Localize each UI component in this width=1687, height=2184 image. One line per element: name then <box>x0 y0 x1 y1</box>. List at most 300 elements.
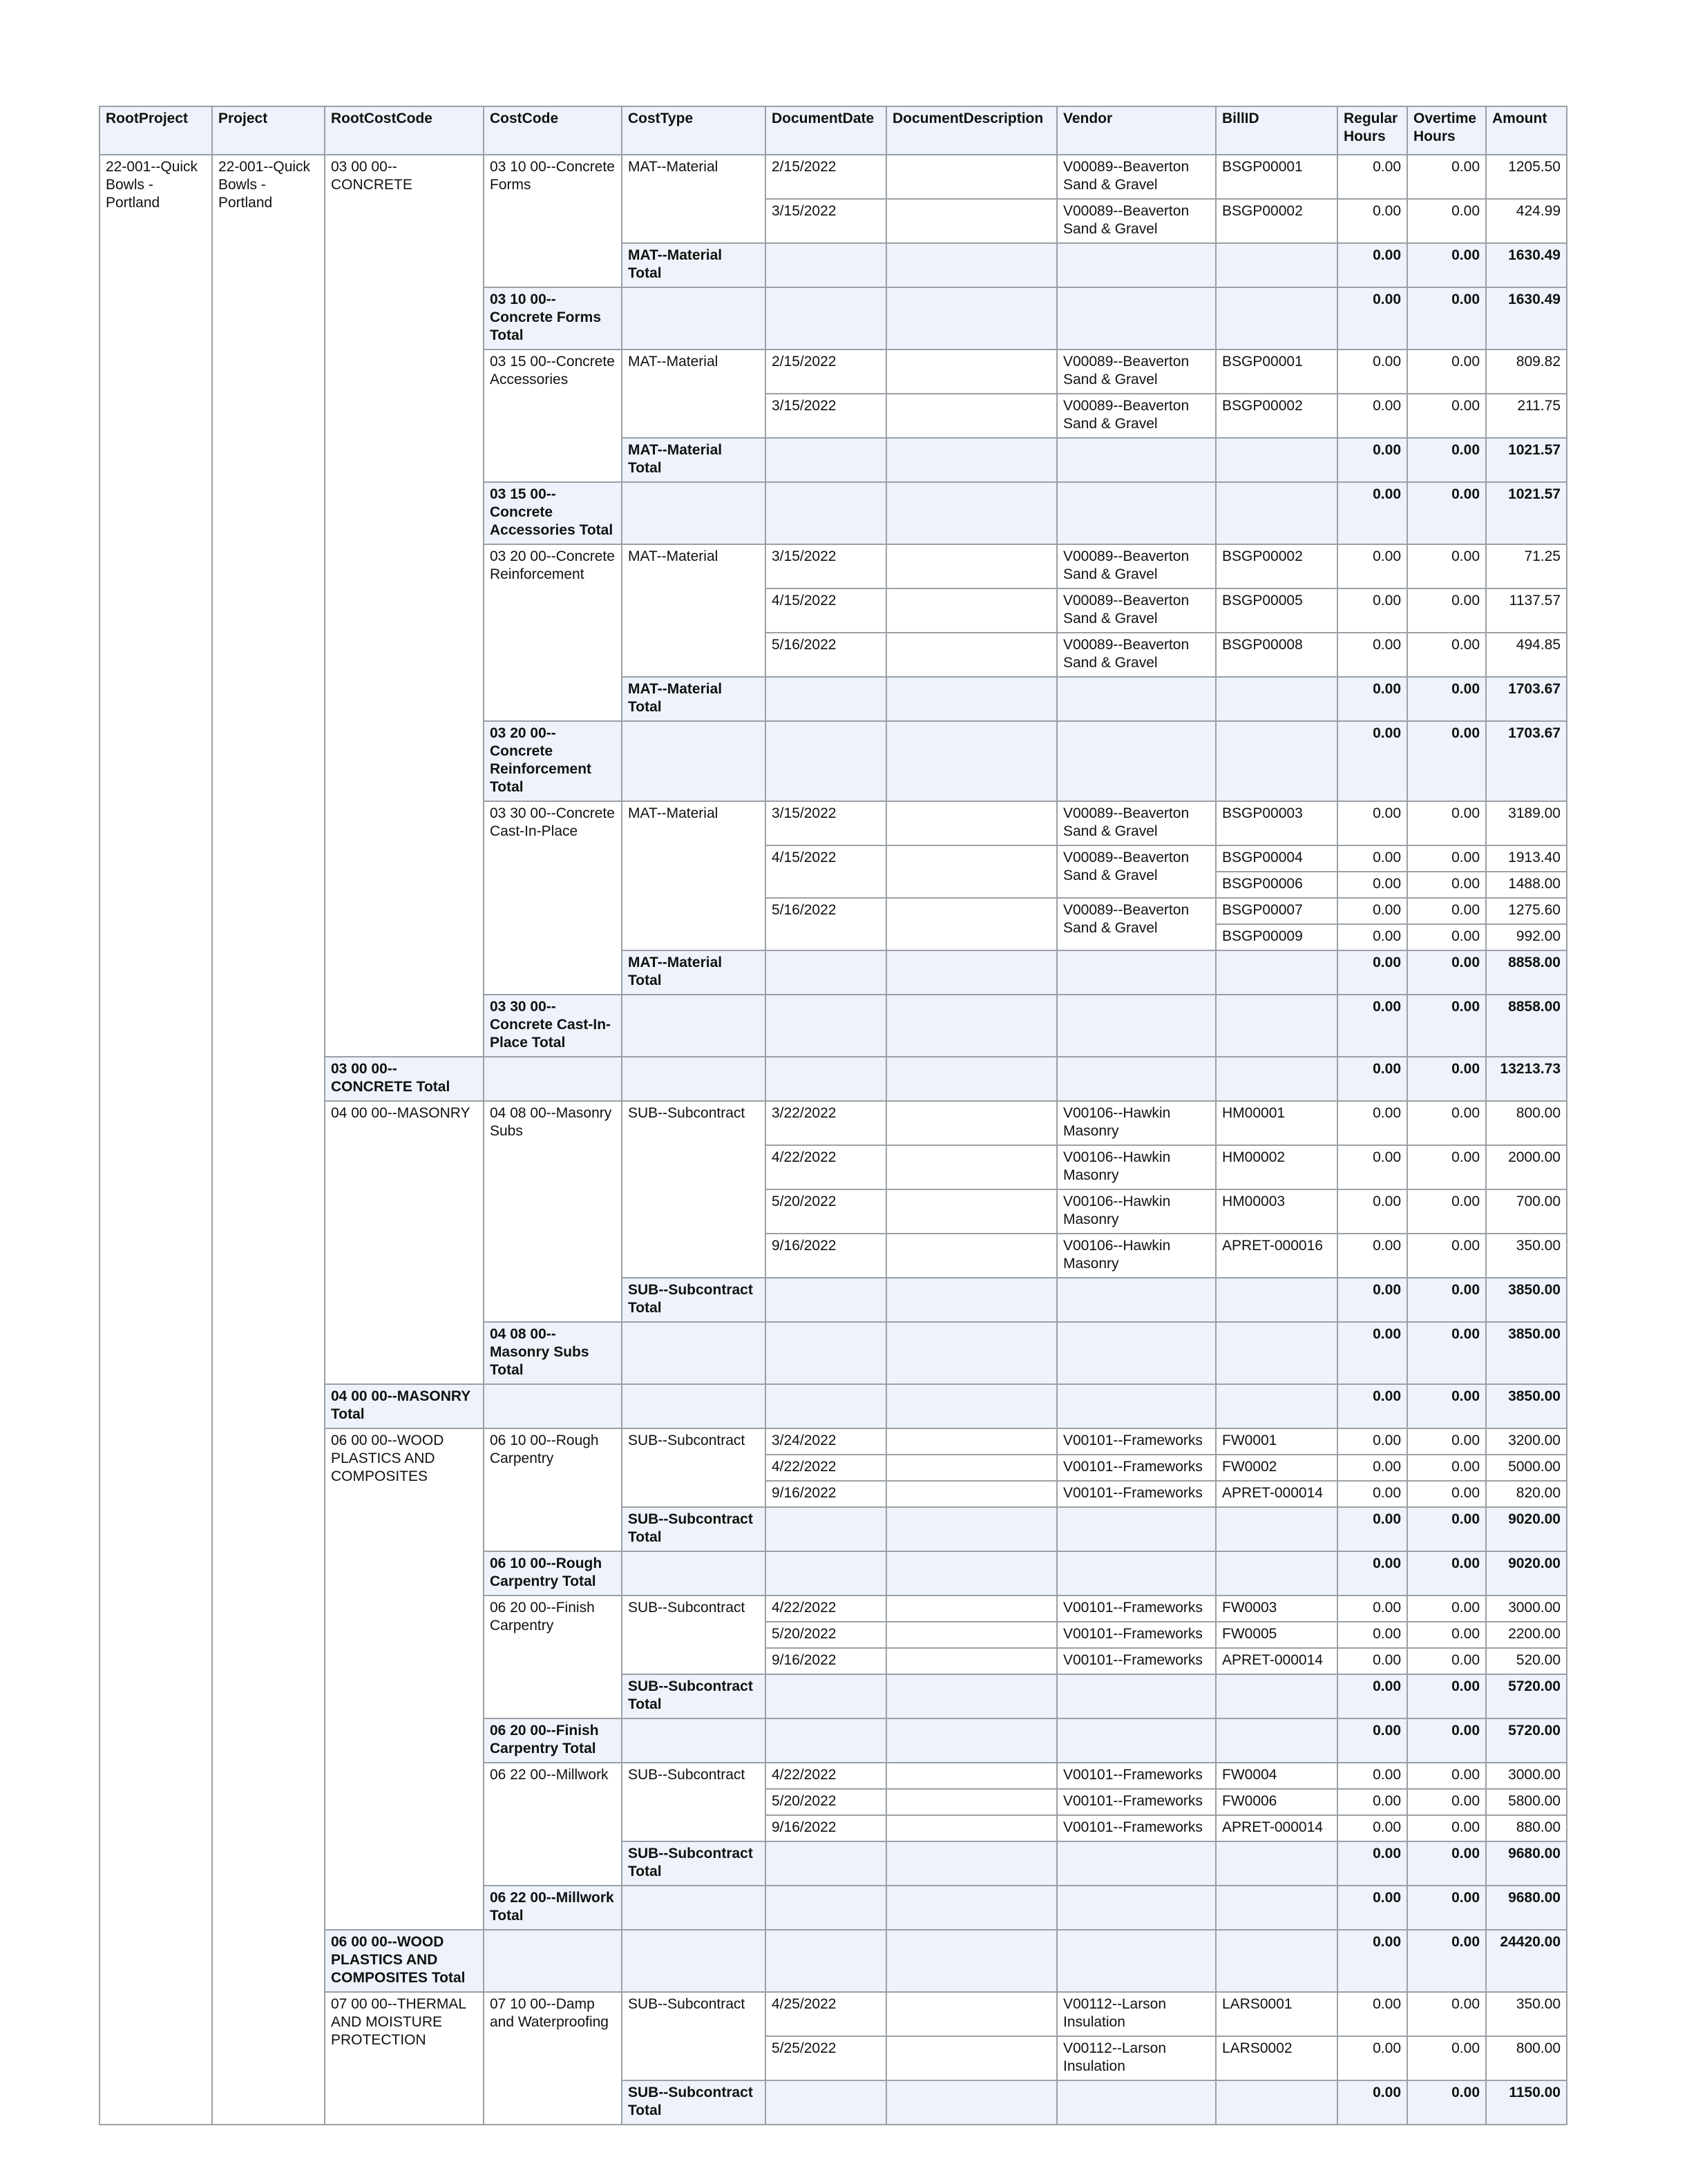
document-description-cell <box>886 633 1057 677</box>
regular-hours-cell: 0.00 <box>1337 1189 1407 1234</box>
document-date-cell: 4/25/2022 <box>765 1992 886 2036</box>
document-description-cell <box>886 1622 1057 1648</box>
overtime-hours-total: 0.00 <box>1407 1930 1486 1992</box>
empty-cell <box>1057 438 1216 482</box>
vendor-cell: V00089--Beaverton Sand & Gravel <box>1057 155 1216 199</box>
amount-cell: 3000.00 <box>1486 1763 1567 1789</box>
overtime-hours-total: 0.00 <box>1407 1322 1486 1384</box>
regular-hours-cell: 0.00 <box>1337 633 1407 677</box>
cost-code-total-label: 06 10 00--Rough Carpentry Total <box>484 1551 622 1596</box>
root-cost-code-cell: 06 00 00--WOOD PLASTICS AND COMPOSITES <box>325 1428 484 1930</box>
vendor-cell: V00101--Frameworks <box>1057 1763 1216 1789</box>
regular-hours-cell: 0.00 <box>1337 872 1407 898</box>
cost-code-cell: 06 10 00--Rough Carpentry <box>484 1428 622 1551</box>
empty-cell <box>886 1718 1057 1763</box>
empty-cell <box>1057 1551 1216 1596</box>
document-date-cell: 5/16/2022 <box>765 633 886 677</box>
bill-id-cell: HM00002 <box>1216 1145 1337 1189</box>
empty-cell <box>1057 1384 1216 1428</box>
amount-total: 1703.67 <box>1486 721 1567 801</box>
regular-hours-total: 0.00 <box>1337 287 1407 349</box>
amount-total: 1703.67 <box>1486 677 1567 721</box>
document-date-cell: 2/15/2022 <box>765 155 886 199</box>
vendor-cell: V00106--Hawkin Masonry <box>1057 1234 1216 1278</box>
bill-id-cell: LARS0001 <box>1216 1992 1337 2036</box>
amount-cell: 350.00 <box>1486 1234 1567 1278</box>
regular-hours-total: 0.00 <box>1337 438 1407 482</box>
header-regular-hours: Regular Hours <box>1337 106 1407 155</box>
vendor-cell: V00089--Beaverton Sand & Gravel <box>1057 845 1216 898</box>
regular-hours-cell: 0.00 <box>1337 1455 1407 1481</box>
amount-total: 8858.00 <box>1486 950 1567 995</box>
empty-cell <box>886 677 1057 721</box>
document-description-cell <box>886 1145 1057 1189</box>
regular-hours-cell: 0.00 <box>1337 924 1407 950</box>
document-date-cell: 3/15/2022 <box>765 801 886 845</box>
amount-cell: 1913.40 <box>1486 845 1567 872</box>
cost-type-total-label: MAT--Material Total <box>622 950 765 995</box>
empty-cell <box>1057 677 1216 721</box>
regular-hours-cell: 0.00 <box>1337 1622 1407 1648</box>
regular-hours-cell: 0.00 <box>1337 2036 1407 2080</box>
document-description-cell <box>886 801 1057 845</box>
overtime-hours-total: 0.00 <box>1407 1718 1486 1763</box>
empty-cell <box>765 1674 886 1718</box>
cost-type-cell: SUB--Subcontract <box>622 1101 765 1278</box>
empty-cell <box>765 1278 886 1322</box>
amount-cell: 800.00 <box>1486 1101 1567 1145</box>
document-description-cell <box>886 199 1057 243</box>
amount-cell: 520.00 <box>1486 1648 1567 1674</box>
regular-hours-total: 0.00 <box>1337 1507 1407 1551</box>
amount-total: 1630.49 <box>1486 287 1567 349</box>
overtime-hours-total: 0.00 <box>1407 1674 1486 1718</box>
empty-cell <box>765 995 886 1057</box>
document-description-cell <box>886 1428 1057 1455</box>
amount-cell: 1205.50 <box>1486 155 1567 199</box>
empty-cell <box>622 721 765 801</box>
overtime-hours-cell: 0.00 <box>1407 1428 1486 1455</box>
cost-code-total-label: 06 22 00--Millwork Total <box>484 1886 622 1930</box>
bill-id-cell: BSGP00009 <box>1216 924 1337 950</box>
document-description-cell <box>886 1596 1057 1622</box>
empty-cell <box>484 1930 622 1992</box>
overtime-hours-total: 0.00 <box>1407 995 1486 1057</box>
document-description-cell <box>886 1481 1057 1507</box>
document-date-cell: 3/22/2022 <box>765 1101 886 1145</box>
empty-cell <box>1216 1322 1337 1384</box>
regular-hours-total: 0.00 <box>1337 1930 1407 1992</box>
regular-hours-cell: 0.00 <box>1337 1596 1407 1622</box>
empty-cell <box>765 721 886 801</box>
overtime-hours-total: 0.00 <box>1407 2080 1486 2125</box>
bill-id-cell: BSGP00004 <box>1216 845 1337 872</box>
report-body <box>99 155 1567 2125</box>
bill-id-cell: APRET-000016 <box>1216 1234 1337 1278</box>
amount-cell: 880.00 <box>1486 1815 1567 1841</box>
overtime-hours-total: 0.00 <box>1407 1551 1486 1596</box>
vendor-cell: V00101--Frameworks <box>1057 1428 1216 1455</box>
vendor-cell: V00089--Beaverton Sand & Gravel <box>1057 199 1216 243</box>
empty-cell <box>622 995 765 1057</box>
header-cost-type: CostType <box>622 106 765 155</box>
amount-total: 1150.00 <box>1486 2080 1567 2125</box>
empty-cell <box>886 1674 1057 1718</box>
amount-cell: 1488.00 <box>1486 872 1567 898</box>
vendor-cell: V00089--Beaverton Sand & Gravel <box>1057 801 1216 845</box>
empty-cell <box>622 1886 765 1930</box>
document-description-cell <box>886 1763 1057 1789</box>
regular-hours-cell: 0.00 <box>1337 1992 1407 2036</box>
cost-code-total-label: 03 20 00--Concrete Reinforcement Total <box>484 721 622 801</box>
regular-hours-cell: 0.00 <box>1337 1648 1407 1674</box>
empty-cell <box>1057 1507 1216 1551</box>
empty-cell <box>765 677 886 721</box>
overtime-hours-cell: 0.00 <box>1407 1815 1486 1841</box>
vendor-cell: V00101--Frameworks <box>1057 1789 1216 1815</box>
overtime-hours-cell: 0.00 <box>1407 155 1486 199</box>
document-description-cell <box>886 1234 1057 1278</box>
overtime-hours-cell: 0.00 <box>1407 801 1486 845</box>
empty-cell <box>886 1278 1057 1322</box>
vendor-cell: V00089--Beaverton Sand & Gravel <box>1057 588 1216 633</box>
amount-total: 1630.49 <box>1486 243 1567 287</box>
cost-type-cell: SUB--Subcontract <box>622 1596 765 1674</box>
root-cost-code-cell: 07 00 00--THERMAL AND MOISTURE PROTECTION <box>325 1992 484 2125</box>
empty-cell <box>1216 438 1337 482</box>
empty-cell <box>765 438 886 482</box>
regular-hours-total: 0.00 <box>1337 1718 1407 1763</box>
amount-cell: 424.99 <box>1486 199 1567 243</box>
empty-cell <box>1057 721 1216 801</box>
overtime-hours-cell: 0.00 <box>1407 1648 1486 1674</box>
regular-hours-cell: 0.00 <box>1337 1145 1407 1189</box>
header-root-project: RootProject <box>99 106 212 155</box>
overtime-hours-cell: 0.00 <box>1407 199 1486 243</box>
amount-cell: 350.00 <box>1486 1992 1567 2036</box>
empty-cell <box>886 1507 1057 1551</box>
regular-hours-cell: 0.00 <box>1337 155 1407 199</box>
regular-hours-cell: 0.00 <box>1337 1789 1407 1815</box>
bill-id-cell: FW0002 <box>1216 1455 1337 1481</box>
vendor-cell: V00106--Hawkin Masonry <box>1057 1101 1216 1145</box>
overtime-hours-total: 0.00 <box>1407 721 1486 801</box>
regular-hours-cell: 0.00 <box>1337 588 1407 633</box>
overtime-hours-total: 0.00 <box>1407 1384 1486 1428</box>
regular-hours-cell: 0.00 <box>1337 801 1407 845</box>
empty-cell <box>886 482 1057 544</box>
empty-cell <box>765 243 886 287</box>
bill-id-cell: FW0004 <box>1216 1763 1337 1789</box>
empty-cell <box>1216 1507 1337 1551</box>
amount-cell: 809.82 <box>1486 349 1567 394</box>
empty-cell <box>765 1718 886 1763</box>
empty-cell <box>886 1841 1057 1886</box>
overtime-hours-total: 0.00 <box>1407 287 1486 349</box>
document-date-cell: 3/15/2022 <box>765 544 886 588</box>
overtime-hours-cell: 0.00 <box>1407 1234 1486 1278</box>
regular-hours-total: 0.00 <box>1337 721 1407 801</box>
document-description-cell <box>886 1992 1057 2036</box>
root-cost-code-total-label: 06 00 00--WOOD PLASTICS AND COMPOSITES Total <box>325 1930 484 1992</box>
empty-cell <box>1216 1384 1337 1428</box>
regular-hours-cell: 0.00 <box>1337 394 1407 438</box>
overtime-hours-total: 0.00 <box>1407 677 1486 721</box>
amount-cell: 211.75 <box>1486 394 1567 438</box>
cost-type-cell: MAT--Material <box>622 544 765 677</box>
document-date-cell: 5/20/2022 <box>765 1789 886 1815</box>
amount-cell: 5800.00 <box>1486 1789 1567 1815</box>
cost-type-cell: SUB--Subcontract <box>622 1992 765 2080</box>
amount-total: 1021.57 <box>1486 438 1567 482</box>
header-vendor: Vendor <box>1057 106 1216 155</box>
header-cost-code: CostCode <box>484 106 622 155</box>
cost-type-cell: MAT--Material <box>622 349 765 438</box>
empty-cell <box>886 287 1057 349</box>
vendor-cell: V00112--Larson Insulation <box>1057 1992 1216 2036</box>
empty-cell <box>886 1384 1057 1428</box>
amount-total: 9020.00 <box>1486 1507 1567 1551</box>
regular-hours-cell: 0.00 <box>1337 1428 1407 1455</box>
cost-code-cell: 03 30 00--Concrete Cast-In-Place <box>484 801 622 995</box>
amount-cell: 3200.00 <box>1486 1428 1567 1455</box>
document-date-cell: 3/15/2022 <box>765 199 886 243</box>
regular-hours-total: 0.00 <box>1337 995 1407 1057</box>
empty-cell <box>886 1930 1057 1992</box>
empty-cell <box>765 482 886 544</box>
empty-cell <box>1057 243 1216 287</box>
document-date-cell: 4/22/2022 <box>765 1763 886 1789</box>
empty-cell <box>886 950 1057 995</box>
empty-cell <box>765 1057 886 1101</box>
regular-hours-total: 0.00 <box>1337 243 1407 287</box>
empty-cell <box>1216 1674 1337 1718</box>
empty-cell <box>1057 1886 1216 1930</box>
root-project-cell: 22-001--Quick Bowls - Portland <box>99 155 212 2125</box>
cost-code-cell: 04 08 00--Masonry Subs <box>484 1101 622 1322</box>
empty-cell <box>622 1930 765 1992</box>
header-overtime-hours: Overtime Hours <box>1407 106 1486 155</box>
overtime-hours-cell: 0.00 <box>1407 872 1486 898</box>
overtime-hours-cell: 0.00 <box>1407 1992 1486 2036</box>
overtime-hours-cell: 0.00 <box>1407 845 1486 872</box>
cost-type-total-label: MAT--Material Total <box>622 243 765 287</box>
empty-cell <box>765 1551 886 1596</box>
amount-total: 5720.00 <box>1486 1674 1567 1718</box>
empty-cell <box>1216 677 1337 721</box>
bill-id-cell: BSGP00001 <box>1216 349 1337 394</box>
overtime-hours-cell: 0.00 <box>1407 1145 1486 1189</box>
bill-id-cell: APRET-000014 <box>1216 1815 1337 1841</box>
amount-cell: 2000.00 <box>1486 1145 1567 1189</box>
empty-cell <box>1057 1930 1216 1992</box>
cost-code-total-label: 06 20 00--Finish Carpentry Total <box>484 1718 622 1763</box>
overtime-hours-total: 0.00 <box>1407 243 1486 287</box>
amount-total: 13213.73 <box>1486 1057 1567 1101</box>
amount-cell: 494.85 <box>1486 633 1567 677</box>
document-description-cell <box>886 898 1057 950</box>
vendor-cell: V00106--Hawkin Masonry <box>1057 1145 1216 1189</box>
amount-cell: 1275.60 <box>1486 898 1567 924</box>
cost-code-cell: 06 20 00--Finish Carpentry <box>484 1596 622 1718</box>
vendor-cell: V00089--Beaverton Sand & Gravel <box>1057 544 1216 588</box>
regular-hours-total: 0.00 <box>1337 1841 1407 1886</box>
amount-total: 8858.00 <box>1486 995 1567 1057</box>
cost-code-total-label: 03 10 00--Concrete Forms Total <box>484 287 622 349</box>
empty-cell <box>765 2080 886 2125</box>
empty-cell <box>1216 1930 1337 1992</box>
amount-total: 3850.00 <box>1486 1322 1567 1384</box>
cost-type-total-label: SUB--Subcontract Total <box>622 1278 765 1322</box>
empty-cell <box>1216 1278 1337 1322</box>
header-document-description: DocumentDescription <box>886 106 1057 155</box>
vendor-cell: V00101--Frameworks <box>1057 1622 1216 1648</box>
amount-total: 5720.00 <box>1486 1718 1567 1763</box>
overtime-hours-cell: 0.00 <box>1407 349 1486 394</box>
document-date-cell: 4/15/2022 <box>765 845 886 898</box>
amount-cell: 1137.57 <box>1486 588 1567 633</box>
table-row <box>99 155 1567 199</box>
vendor-cell: V00089--Beaverton Sand & Gravel <box>1057 349 1216 394</box>
empty-cell <box>1216 482 1337 544</box>
bill-id-cell: BSGP00006 <box>1216 872 1337 898</box>
cost-type-total-label: MAT--Material Total <box>622 438 765 482</box>
document-description-cell <box>886 349 1057 394</box>
overtime-hours-total: 0.00 <box>1407 950 1486 995</box>
overtime-hours-cell: 0.00 <box>1407 1189 1486 1234</box>
cost-code-cell: 03 15 00--Concrete Accessories <box>484 349 622 482</box>
cost-report-table <box>99 106 1567 2125</box>
document-date-cell: 5/20/2022 <box>765 1189 886 1234</box>
document-date-cell: 2/15/2022 <box>765 349 886 394</box>
bill-id-cell: BSGP00002 <box>1216 544 1337 588</box>
regular-hours-total: 0.00 <box>1337 677 1407 721</box>
cost-code-cell: 07 10 00--Damp and Waterproofing <box>484 1992 622 2125</box>
regular-hours-total: 0.00 <box>1337 2080 1407 2125</box>
vendor-cell: V00106--Hawkin Masonry <box>1057 1189 1216 1234</box>
vendor-cell: V00101--Frameworks <box>1057 1481 1216 1507</box>
amount-cell: 5000.00 <box>1486 1455 1567 1481</box>
vendor-cell: V00101--Frameworks <box>1057 1455 1216 1481</box>
overtime-hours-total: 0.00 <box>1407 1057 1486 1101</box>
amount-cell: 2200.00 <box>1486 1622 1567 1648</box>
bill-id-cell: FW0001 <box>1216 1428 1337 1455</box>
empty-cell <box>1057 1057 1216 1101</box>
cost-code-cell: 06 22 00--Millwork <box>484 1763 622 1886</box>
regular-hours-cell: 0.00 <box>1337 349 1407 394</box>
document-date-cell: 3/24/2022 <box>765 1428 886 1455</box>
overtime-hours-cell: 0.00 <box>1407 1763 1486 1789</box>
bill-id-cell: BSGP00008 <box>1216 633 1337 677</box>
overtime-hours-cell: 0.00 <box>1407 1481 1486 1507</box>
bill-id-cell: HM00003 <box>1216 1189 1337 1234</box>
empty-cell <box>622 482 765 544</box>
document-description-cell <box>886 588 1057 633</box>
empty-cell <box>1216 1886 1337 1930</box>
empty-cell <box>1057 950 1216 995</box>
vendor-cell: V00101--Frameworks <box>1057 1596 1216 1622</box>
empty-cell <box>622 1057 765 1101</box>
empty-cell <box>1216 1057 1337 1101</box>
regular-hours-cell: 0.00 <box>1337 199 1407 243</box>
overtime-hours-total: 0.00 <box>1407 438 1486 482</box>
amount-cell: 3000.00 <box>1486 1596 1567 1622</box>
empty-cell <box>622 1384 765 1428</box>
amount-total: 9680.00 <box>1486 1886 1567 1930</box>
document-date-cell: 9/16/2022 <box>765 1481 886 1507</box>
root-cost-code-cell: 04 00 00--MASONRY <box>325 1101 484 1384</box>
header-bill-id: BillID <box>1216 106 1337 155</box>
amount-cell: 800.00 <box>1486 2036 1567 2080</box>
empty-cell <box>886 995 1057 1057</box>
regular-hours-cell: 0.00 <box>1337 1234 1407 1278</box>
regular-hours-cell: 0.00 <box>1337 1481 1407 1507</box>
amount-total: 1021.57 <box>1486 482 1567 544</box>
empty-cell <box>886 1551 1057 1596</box>
empty-cell <box>765 950 886 995</box>
amount-total: 24420.00 <box>1486 1930 1567 1992</box>
bill-id-cell: BSGP00007 <box>1216 898 1337 924</box>
cost-type-total-label: SUB--Subcontract Total <box>622 1841 765 1886</box>
cost-type-cell: MAT--Material <box>622 801 765 950</box>
empty-cell <box>1216 243 1337 287</box>
regular-hours-total: 0.00 <box>1337 1057 1407 1101</box>
empty-cell <box>1216 950 1337 995</box>
bill-id-cell: LARS0002 <box>1216 2036 1337 2080</box>
document-date-cell: 4/15/2022 <box>765 588 886 633</box>
overtime-hours-cell: 0.00 <box>1407 1789 1486 1815</box>
empty-cell <box>765 1384 886 1428</box>
empty-cell <box>765 1841 886 1886</box>
document-description-cell <box>886 394 1057 438</box>
amount-cell: 700.00 <box>1486 1189 1567 1234</box>
overtime-hours-cell: 0.00 <box>1407 588 1486 633</box>
overtime-hours-cell: 0.00 <box>1407 1455 1486 1481</box>
empty-cell <box>886 1322 1057 1384</box>
regular-hours-total: 0.00 <box>1337 1551 1407 1596</box>
empty-cell <box>1057 1718 1216 1763</box>
vendor-cell: V00112--Larson Insulation <box>1057 2036 1216 2080</box>
regular-hours-cell: 0.00 <box>1337 544 1407 588</box>
overtime-hours-total: 0.00 <box>1407 1841 1486 1886</box>
bill-id-cell: BSGP00003 <box>1216 801 1337 845</box>
cost-type-cell: SUB--Subcontract <box>622 1763 765 1841</box>
empty-cell <box>1057 2080 1216 2125</box>
root-cost-code-cell: 03 00 00--CONCRETE <box>325 155 484 1057</box>
overtime-hours-cell: 0.00 <box>1407 2036 1486 2080</box>
cost-code-cell: 03 10 00--Concrete Forms <box>484 155 622 287</box>
bill-id-cell: APRET-000014 <box>1216 1481 1337 1507</box>
empty-cell <box>1057 1674 1216 1718</box>
document-date-cell: 5/25/2022 <box>765 2036 886 2080</box>
regular-hours-total: 0.00 <box>1337 950 1407 995</box>
empty-cell <box>765 1322 886 1384</box>
document-date-cell: 9/16/2022 <box>765 1648 886 1674</box>
document-description-cell <box>886 1189 1057 1234</box>
empty-cell <box>1216 1841 1337 1886</box>
empty-cell <box>484 1384 622 1428</box>
overtime-hours-cell: 0.00 <box>1407 544 1486 588</box>
bill-id-cell: APRET-000014 <box>1216 1648 1337 1674</box>
amount-total: 9020.00 <box>1486 1551 1567 1596</box>
cost-type-total-label: SUB--Subcontract Total <box>622 1674 765 1718</box>
regular-hours-cell: 0.00 <box>1337 1101 1407 1145</box>
document-date-cell: 5/20/2022 <box>765 1622 886 1648</box>
overtime-hours-total: 0.00 <box>1407 1507 1486 1551</box>
empty-cell <box>886 438 1057 482</box>
overtime-hours-total: 0.00 <box>1407 1886 1486 1930</box>
document-date-cell: 9/16/2022 <box>765 1815 886 1841</box>
